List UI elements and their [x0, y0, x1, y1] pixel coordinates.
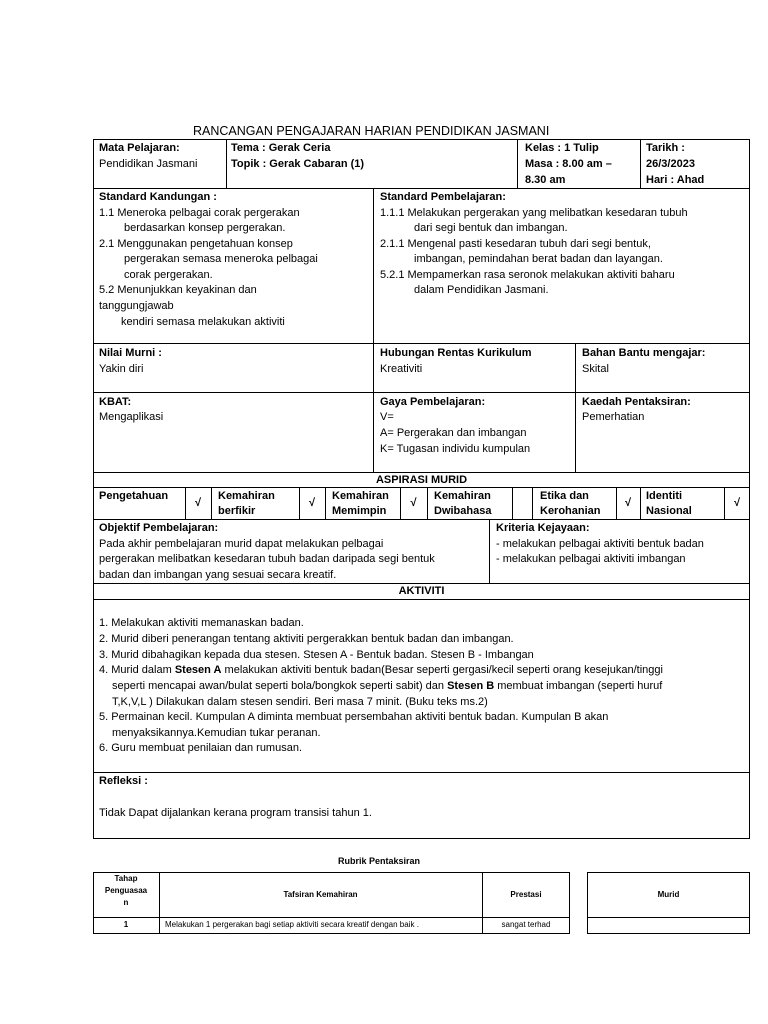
aktiviti-step: 5. Permainan kecil. Kumpulan A diminta membuat persembahan aktiviti bentuk badan. Kumpulan B akan: [99, 711, 609, 723]
sp-line: imbangan, pemindahan berat badan dan layangan.: [414, 253, 663, 265]
bahan-bantu-value: Skital: [582, 363, 609, 375]
objektif-line: pergerakan melibatkan kesedaran tubuh badan daripada segi bentuk: [99, 553, 435, 565]
rubrik-row-tafsiran: Melakukan 1 pergerakan bagi setiap aktiviti secara kreatif dengan baik .: [165, 920, 419, 929]
hubungan-value: Kreativiti: [380, 363, 423, 375]
bahan-bantu-label: Bahan Bantu mengajar:: [582, 347, 706, 359]
gaya-line: K= Tugasan individu kumpulan: [380, 443, 531, 455]
kriteria-line: - melakukan pelbagai aktiviti bentuk badan: [496, 538, 704, 550]
page-title: RANCANGAN PENGAJARAN HARIAN PENDIDIKAN JASMANI: [193, 124, 550, 138]
sp-line: 5.2.1 Mempamerkan rasa seronok melakukan aktiviti baharu: [380, 269, 675, 281]
rubrik-col-murid: Murid: [657, 890, 680, 899]
checkmark-icon: √: [194, 497, 202, 509]
masa: Masa : 8.00 am –: [525, 158, 612, 170]
gaya-label: Gaya Pembelajaran:: [380, 396, 486, 408]
nilai-murni-label: Nilai Murni :: [99, 347, 162, 359]
sp-line: 2.1.1 Mengenal pasti kesedaran tubuh dari segi bentuk,: [380, 238, 651, 250]
sk-line: corak pergerakan.: [124, 269, 213, 281]
aspirasi-item-label: Kemahiran: [434, 490, 491, 502]
rubrik-col-prestasi: Prestasi: [510, 890, 542, 899]
aspirasi-item-label: Pengetahuan: [99, 490, 169, 502]
rubrik-col-tahap: n: [123, 898, 129, 907]
sk-line: berdasarkan konsep pergerakan.: [124, 222, 286, 234]
aktiviti-text: membuat imbangan (seperti huruf: [494, 680, 663, 692]
checkmark-icon: √: [624, 497, 632, 509]
objektif-line: Pada akhir pembelajaran murid dapat melakukan pelbagai: [99, 538, 384, 550]
kriteria-label: Kriteria Kejayaan:: [496, 522, 590, 534]
sp-line: 1.1.1 Melakukan pergerakan yang melibatkan kesedaran tubuh: [380, 207, 688, 219]
masa-end: 8.30 am: [525, 174, 566, 186]
rubrik-title: Rubrik Pentaksiran: [338, 856, 421, 866]
mata-pelajaran-value: Pendidikan Jasmani: [99, 158, 198, 170]
standard-kandungan-label: Standard Kandungan :: [99, 191, 217, 203]
checkmark-icon: √: [733, 497, 741, 509]
objektif-line: badan dan imbangan yang sesuai secara kreatif.: [99, 569, 337, 581]
aktiviti-step: 2. Murid diberi penerangan tentang aktiviti pergerakkan bentuk badan dan imbangan.: [99, 633, 514, 645]
aktiviti-text: seperti mencapai awan/bulat seperti bola/bongkok seperti sabit) dan: [112, 680, 448, 692]
rubrik-col-tahap: Penguasaa: [104, 886, 148, 895]
murid-table: [587, 872, 750, 934]
aktiviti-step: 1. Melakukan aktiviti memanaskan badan.: [99, 617, 304, 629]
standard-pembelajaran-label: Standard Pembelajaran:: [380, 191, 506, 203]
sk-line: 1.1 Meneroka pelbagai corak pergerakan: [99, 207, 300, 219]
tema: Tema : Gerak Ceria: [231, 142, 331, 154]
aktiviti-heading: AKTIVITI: [398, 585, 445, 597]
tarikh-value: 26/3/2023: [646, 158, 695, 170]
gaya-line: A= Pergerakan dan imbangan: [380, 427, 527, 439]
aspirasi-item-label: Identiti: [646, 490, 683, 502]
rubrik-row-tahap: 1: [123, 920, 129, 929]
hari: Hari : Ahad: [646, 174, 705, 186]
kelas: Kelas : 1 Tulip: [525, 142, 599, 154]
aspirasi-item-label: Etika dan: [540, 490, 589, 502]
kriteria-line: - melakukan pelbagai aktiviti imbangan: [496, 553, 686, 565]
checkmark-icon: √: [308, 497, 316, 509]
objektif-label: Objektif Pembelajaran:: [99, 522, 219, 534]
aktiviti-step: [99, 663, 663, 679]
aspirasi-heading: ASPIRASI MURID: [375, 474, 468, 486]
hubungan-label: Hubungan Rentas Kurikulum: [380, 347, 532, 359]
sp-line: dari segi bentuk dan imbangan.: [414, 222, 568, 234]
kbat-value: Mengaplikasi: [99, 411, 164, 423]
stesen-a-label: Stesen A: [174, 664, 222, 676]
aspirasi-item-label: Kerohanian: [540, 505, 601, 517]
aktiviti-step: 6. Guru membuat penilaian dan rumusan.: [99, 742, 303, 754]
aspirasi-item-label: Dwibahasa: [434, 505, 492, 517]
nilai-murni-value: Yakin diri: [99, 363, 144, 375]
stesen-b-label: Stesen B: [447, 680, 495, 692]
sk-line: 2.1 Menggunakan pengetahuan konsep: [99, 238, 293, 250]
aspirasi-item-label: Kemahiran: [332, 490, 389, 502]
kbat-label: KBAT:: [99, 396, 132, 408]
sk-line: kendiri semasa melakukan aktiviti: [121, 316, 285, 328]
rubrik-col-tafsiran: Tafsiran Kemahiran: [283, 890, 358, 899]
aspirasi-item-label: Memimpin: [332, 505, 387, 517]
gaya-line: V=: [380, 411, 394, 423]
aktiviti-text: melakukan aktiviti bentuk badan(Besar seperti gergasi/kecil seperti orang kesejukan/tinggi: [221, 664, 663, 676]
sp-line: dalam Pendidikan Jasmani.: [414, 284, 549, 296]
rubrik-row-prestasi: sangat terhad: [501, 920, 551, 929]
mata-pelajaran-label: Mata Pelajaran:: [99, 142, 180, 154]
aktiviti-step: 3. Murid dibahagikan kepada dua stesen. Stesen A - Bentuk badan. Stesen B - Imbangan: [99, 649, 534, 661]
aktiviti-step: menyaksikannya.Kemudian tukar peranan.: [112, 727, 321, 739]
aktiviti-text: 4. Murid dalam: [99, 664, 175, 676]
kaedah-label: Kaedah Pentaksiran:: [582, 396, 691, 408]
kaedah-value: Pemerhatian: [582, 411, 645, 423]
aspirasi-item-label: Nasional: [646, 505, 692, 517]
sk-line: 5.2 Menunjukkan keyakinan dan: [99, 284, 257, 296]
tarikh-label: Tarikh :: [646, 142, 685, 154]
sk-line: tanggungjawab: [99, 300, 174, 312]
aspirasi-item-label: Kemahiran: [218, 490, 275, 502]
aspirasi-item-label: berfikir: [218, 505, 256, 517]
topik: Topik : Gerak Cabaran (1): [231, 158, 365, 170]
refleksi-value: Tidak Dapat dijalankan kerana program transisi tahun 1.: [99, 807, 372, 819]
rubrik-col-tahap: Tahap: [114, 874, 138, 883]
aktiviti-step: T,K,V,L ) Dilakukan dalam stesen sendiri. Beri masa 7 minit. (Buku teks ms.2): [112, 696, 488, 708]
checkmark-icon: √: [410, 497, 417, 509]
refleksi-label: Refleksi :: [99, 775, 148, 787]
aktiviti-step: [112, 679, 662, 695]
sk-line: pergerakan semasa meneroka pelbagai: [124, 253, 318, 265]
